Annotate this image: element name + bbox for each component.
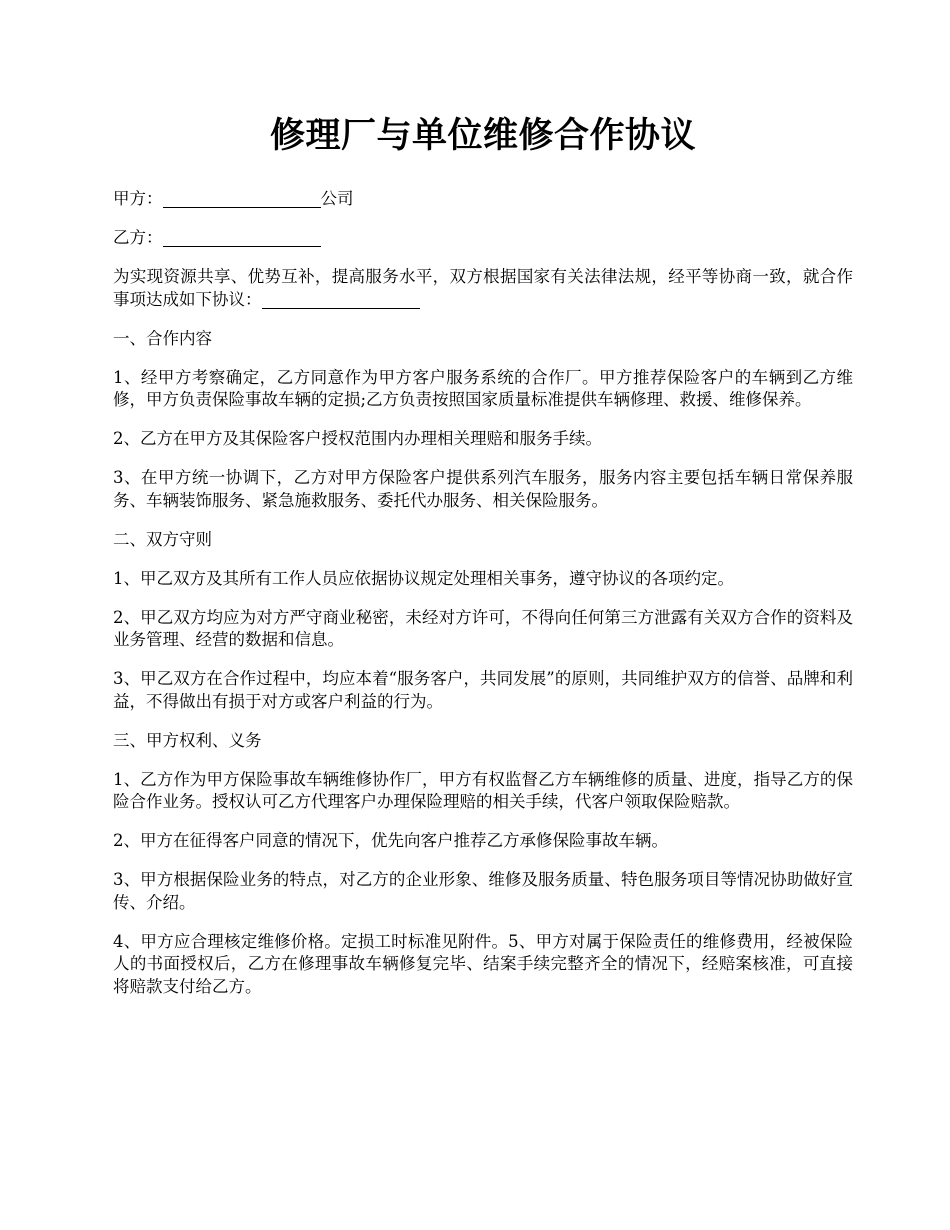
- party-a-clause-4: 4、甲方应合理核定维修价格。定损工时标准见附件。5、甲方对属于保险责任的维修费用，经被保险人的书面授权后，乙方在修理事故车辆修复完毕、结案手续完整齐全的情况下，经赔案核准，可直接将赔款支付给乙方。: [113, 931, 853, 996]
- intro-text: 为实现资源共享、优势互补，提高服务水平，双方根据国家有关法律法规，经平等协商一致，就合作事项达成如下协议：: [113, 267, 853, 309]
- intro-paragraph: [113, 266, 853, 311]
- cooperation-clause-3: 3、在甲方统一协调下，乙方对甲方保险客户提供系列汽车服务，服务内容主要包括车辆日常保养服务、车辆装饰服务、紧急施救服务、委托代办服务、相关保险服务。: [113, 468, 853, 510]
- section-heading-cooperation: 一、合作内容: [113, 328, 212, 348]
- rules-clause-3: 3、甲乙双方在合作过程中，均应本着“服务客户，共同发展”的原则，共同维护双方的信誉、品牌和利益，不得做出有损于对方或客户利益的行为。: [113, 669, 853, 711]
- rules-clause-1: 1、甲乙双方及其所有工作人员应依据协议规定处理相关事务，遵守协议的各项约定。: [113, 568, 734, 588]
- document-body: [113, 112, 853, 1015]
- intro-blank: [262, 290, 420, 309]
- cooperation-clause-1: 1、经甲方考察确定，乙方同意作为甲方客户服务系统的合作厂。甲方推荐保险客户的车辆到乙方维修，甲方负责保险事故车辆的定损;乙方负责按照国家质量标准提供车辆修理、救援、维修保养。: [113, 367, 853, 409]
- section-heading-rules: 二、双方守则: [113, 529, 212, 549]
- party-a-line: [113, 188, 853, 211]
- rules-clause-2: 2、甲乙双方均应为对方严守商业秘密，未经对方许可，不得向任何第三方泄露有关双方合作的资料及业务管理、经营的数据和信息。: [113, 607, 853, 649]
- document-title: 修理厂与单位维修合作协议: [269, 115, 696, 156]
- party-a-label: 甲方：: [113, 189, 163, 208]
- party-a-clause-3: 3、甲方根据保险业务的特点，对乙方的企业形象、维修及服务质量、特色服务项目等情况协助做好宣传、介绍。: [113, 870, 853, 912]
- section-heading-party-a-rights: 三、甲方权利、义务: [113, 730, 262, 750]
- party-b-line: [113, 227, 853, 250]
- party-a-clause-2: 2、甲方在征得客户同意的情况下，优先向客户推荐乙方承修保险事故车辆。: [113, 831, 668, 850]
- party-b-label: 乙方：: [113, 228, 163, 247]
- party-a-clause-1: 1、乙方作为甲方保险事故车辆维修协作厂，甲方有权监督乙方车辆维修的质量、进度，指导乙方的保险合作业务。授权认可乙方代理客户办理保险理赔的相关手续，代客户领取保险赔款。: [113, 769, 853, 811]
- party-a-blank: [163, 189, 321, 208]
- party-a-suffix: 公司: [320, 189, 354, 208]
- party-b-blank: [163, 228, 321, 247]
- cooperation-clause-2: 2、乙方在甲方及其保险客户授权范围内办理相关理赔和服务手续。: [113, 429, 602, 448]
